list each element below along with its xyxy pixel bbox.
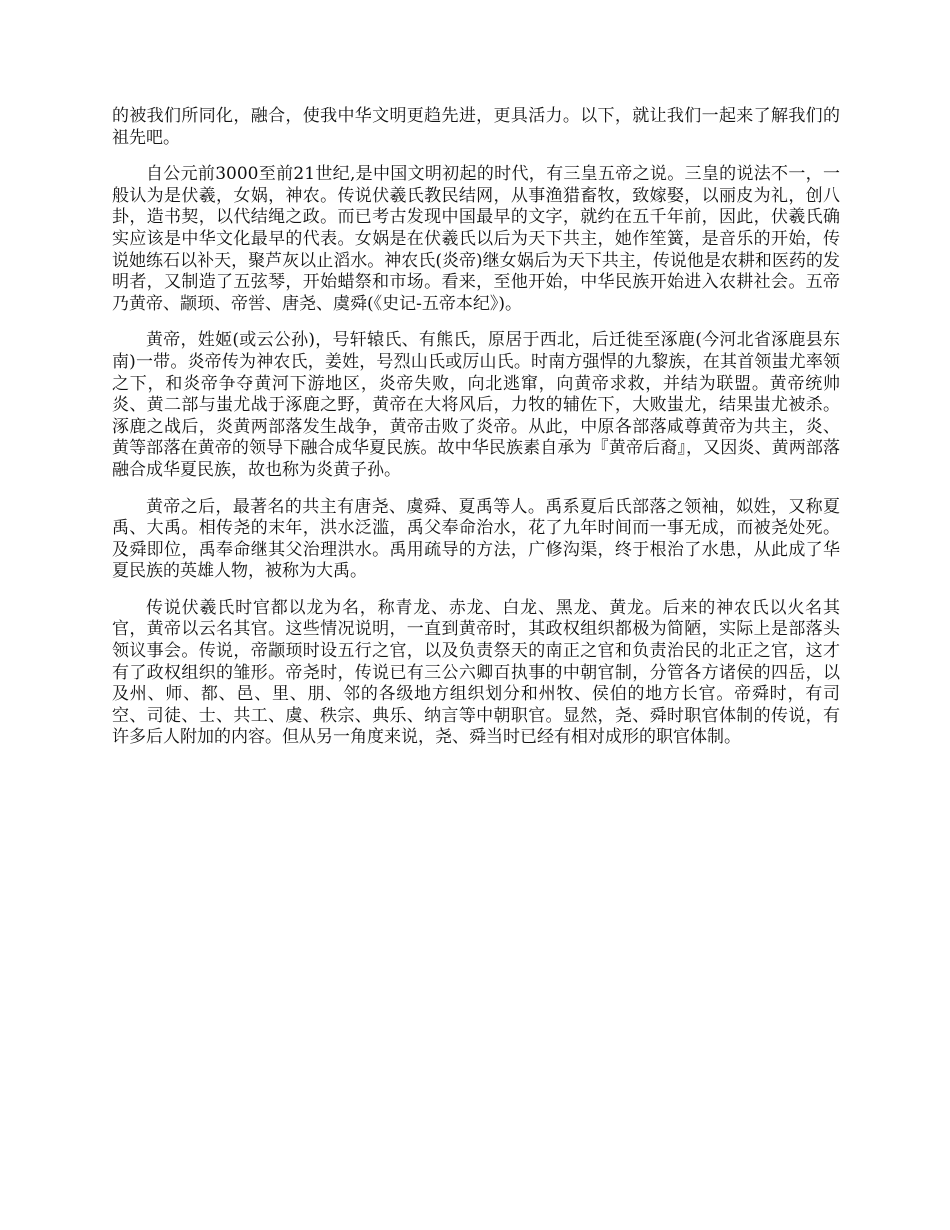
paragraph-continuation: 的被我们所同化，融合，使我中华文明更趋先进，更具活力。以下，就让我们一起来了解我们的祖先吧。 xyxy=(112,106,840,148)
document-page xyxy=(112,106,840,764)
paragraph-yellow-emperor: 黄帝，姓姬(或云公孙)，号轩辕氏、有熊氏，原居于西北，后迁徙至涿鹿(今河北省涿鹿县东南)一带。炎帝传为神农氏，姜姓，号烈山氏或厉山氏。时南方强悍的九黎族，在其首领蚩尤率领之下，和炎帝争夺黄河下游地区，炎帝失败，向北逃窜，向黄帝求救，并结为联盟。黄帝统帅炎、黄二部与蚩尤战于涿鹿之野，黄帝在大将风后，力牧的辅佐下，大败蚩尤，结果蚩尤被杀。涿鹿之战后，炎黄两部落发生战争，黄帝击败了炎帝。从此，中原各部落咸尊黄帝为共主，炎、黄等部落在黄帝的领导下融合成华夏民族。故中华民族素自承为『黄帝后裔』，又因炎、黄两部落融合成华夏民族，故也称为炎黄子孙。 xyxy=(112,330,840,480)
paragraph-yu-the-great: 黄帝之后，最著名的共主有唐尧、虞舜、夏禹等人。禹系夏后氏部落之领袖，姒姓，又称夏禹、大禹。相传尧的末年，洪水泛滥，禹父奉命治水，花了九年时间而一事无成，而被尧处死。及舜即位，禹奉命继其父治理洪水。禹用疏导的方法，广修沟渠，终于根治了水患，从此成了华夏民族的英雄人物，被称为大禹。 xyxy=(112,496,840,582)
paragraph-official-system: 传说伏羲氏时官都以龙为名，称青龙、赤龙、白龙、黑龙、黄龙。后来的神农氏以火名其官，黄帝以云名其官。这些情况说明，一直到黄帝时，其政权组织都极为简陋，实际上是部落头领议事会。传说，帝颛顼时设五行之官，以及负责祭天的南正之官和负责治民的北正之官，这才有了政权组织的雏形。帝尧时，传说已有三公六卿百执事的中朝官制，分管各方诸侯的四岳，以及州、师、都、邑、里、朋、邻的各级地方组织划分和州牧、侯伯的地方长官。帝舜时，有司空、司徒、士、共工、虞、秩宗、典乐、纳言等中朝职官。显然，尧、舜时职官体制的传说，有许多后人附加的内容。但从另一角度来说，尧、舜当时已经有相对成形的职官体制。 xyxy=(112,597,840,748)
paragraph-three-sovereigns: 自公元前3000至前21世纪,是中国文明初起的时代，有三皇五帝之说。三皇的说法不一，一般认为是伏羲，女娲，神农。传说伏羲氏教民结网，从事渔猎畜牧，致嫁娶，以丽皮为礼，创八卦，造书契，以代结绳之政。而已考古发现中国最早的文字，就约在五千年前，因此，伏羲氏确实应该是中华文化最早的代表。女娲是在伏羲氏以后为天下共主，她作笙簧，是音乐的开始，传说她练石以补天，聚芦灰以止滔水。神农氏(炎帝)继女娲后为天下共主，传说他是农耕和医药的发明者，又制造了五弦琴，开始蜡祭和市场。看来，至他开始，中华民族开始进入农耕社会。五帝乃黄帝、颛顼、帝喾、唐尧、虞舜(《史记-五帝本纪》)。 xyxy=(112,164,840,314)
